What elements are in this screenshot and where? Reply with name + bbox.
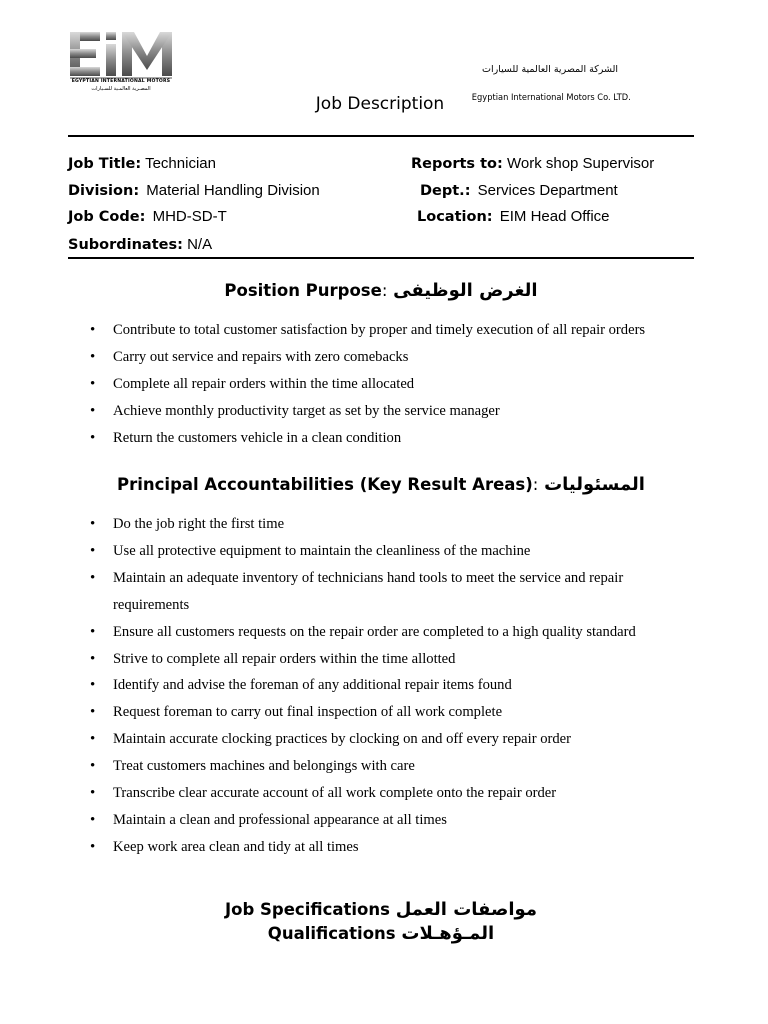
reports-to-field	[411, 155, 654, 172]
fields-divider	[68, 257, 694, 259]
list-item: • Request foreman to carry out final inspection of all work complete	[90, 699, 700, 726]
dept-field	[420, 182, 618, 199]
company-name-english: Egyptian International Motors Co. LTD.	[471, 93, 631, 103]
list-item: • Transcribe clear accurate account of all work complete onto the repair order	[90, 780, 700, 807]
location-label: Location:	[417, 209, 493, 225]
list-item: • Use all protective equipment to maintain the cleanliness of the machine	[90, 538, 700, 565]
list-item: • Achieve monthly productivity target as set by the service manager	[90, 398, 700, 425]
job-specifications-heading	[68, 899, 694, 920]
list-item: • Maintain a clean and professional appearance at all times	[90, 807, 700, 834]
division-field	[68, 182, 320, 199]
document-title: Job Description	[315, 94, 445, 114]
location-value: EIM Head Office	[499, 208, 610, 225]
accountabilities-title-arabic: المسئوليات	[544, 474, 645, 495]
accountabilities-list	[90, 511, 700, 861]
company-name-arabic: الشركة المصرية العالمية للسيارات	[482, 64, 618, 75]
accountabilities-heading: Principal Accountabilities (Key Result Areas): المسئوليات	[117, 474, 645, 495]
division-label: Division:	[68, 183, 140, 199]
logo-subtitle-ar: المصـرية العالمـية للسـيارات	[91, 86, 151, 92]
list-item: • Strive to complete all repair orders within the time allotted	[90, 646, 700, 673]
job-title-field	[68, 155, 216, 172]
list-item: • Do the job right the first time	[90, 511, 700, 538]
list-item: • Complete all repair orders within the time allocated	[90, 371, 700, 398]
dept-label: Dept.:	[420, 183, 471, 199]
list-item: • Ensure all customers requests on the repair order are completed to a high quality standard	[90, 619, 700, 646]
job-code-label: Job Code:	[68, 209, 146, 225]
list-item: • Treat customers machines and belongings with care	[90, 753, 700, 780]
list-item: • Maintain an adequate inventory of technicians hand tools to meet the service and repair requirements	[90, 565, 700, 619]
position-purpose-heading: Position Purpose: الغرض الوظيفى	[224, 280, 538, 301]
reports-to-label: Reports to:	[411, 156, 503, 172]
location-field	[417, 208, 610, 225]
subordinates-value: N/A	[187, 236, 213, 253]
division-value: Material Handling Division	[146, 182, 320, 199]
job-specifications-title-arabic: مواصفات العمل	[395, 899, 537, 920]
subordinates-label: Subordinates:	[68, 237, 183, 253]
list-item: • Carry out service and repairs with zero comebacks	[90, 344, 700, 371]
dept-value: Services Department	[477, 182, 618, 199]
list-item: • Maintain accurate clocking practices by clocking on and off every repair order	[90, 726, 700, 753]
list-item: • Return the customers vehicle in a clean condition	[90, 425, 700, 452]
qualifications-title-arabic: المـؤهـلات	[401, 923, 495, 944]
qualifications-heading	[68, 923, 694, 944]
accountabilities-title: Principal Accountabilities (Key Result Areas)	[117, 475, 533, 494]
subordinates-field	[68, 236, 212, 253]
list-item: • Identify and advise the foreman of any additional repair items found	[90, 672, 700, 699]
qualifications-title: Qualifications	[267, 924, 396, 943]
position-purpose-list	[90, 317, 700, 452]
job-code-value: MHD-SD-T	[152, 208, 227, 225]
list-item: • Keep work area clean and tidy at all times	[90, 834, 700, 861]
logo-subtitle-en: EGYPTIAN INTERNATIONAL MOTORS	[71, 79, 171, 84]
reports-to-value: Work shop Supervisor	[506, 155, 655, 172]
position-purpose-title-arabic: الغرض الوظيفى	[393, 280, 538, 301]
list-item: • Contribute to total customer satisfaction by proper and timely execution of all repair orders	[90, 317, 700, 344]
job-code-field	[68, 208, 227, 225]
position-purpose-title: Position Purpose	[224, 281, 382, 300]
job-title-label: Job Title:	[68, 156, 142, 172]
job-specifications-title: Job Specifications	[225, 900, 390, 919]
header-divider	[68, 135, 694, 137]
job-title-value: Technician	[145, 155, 216, 172]
